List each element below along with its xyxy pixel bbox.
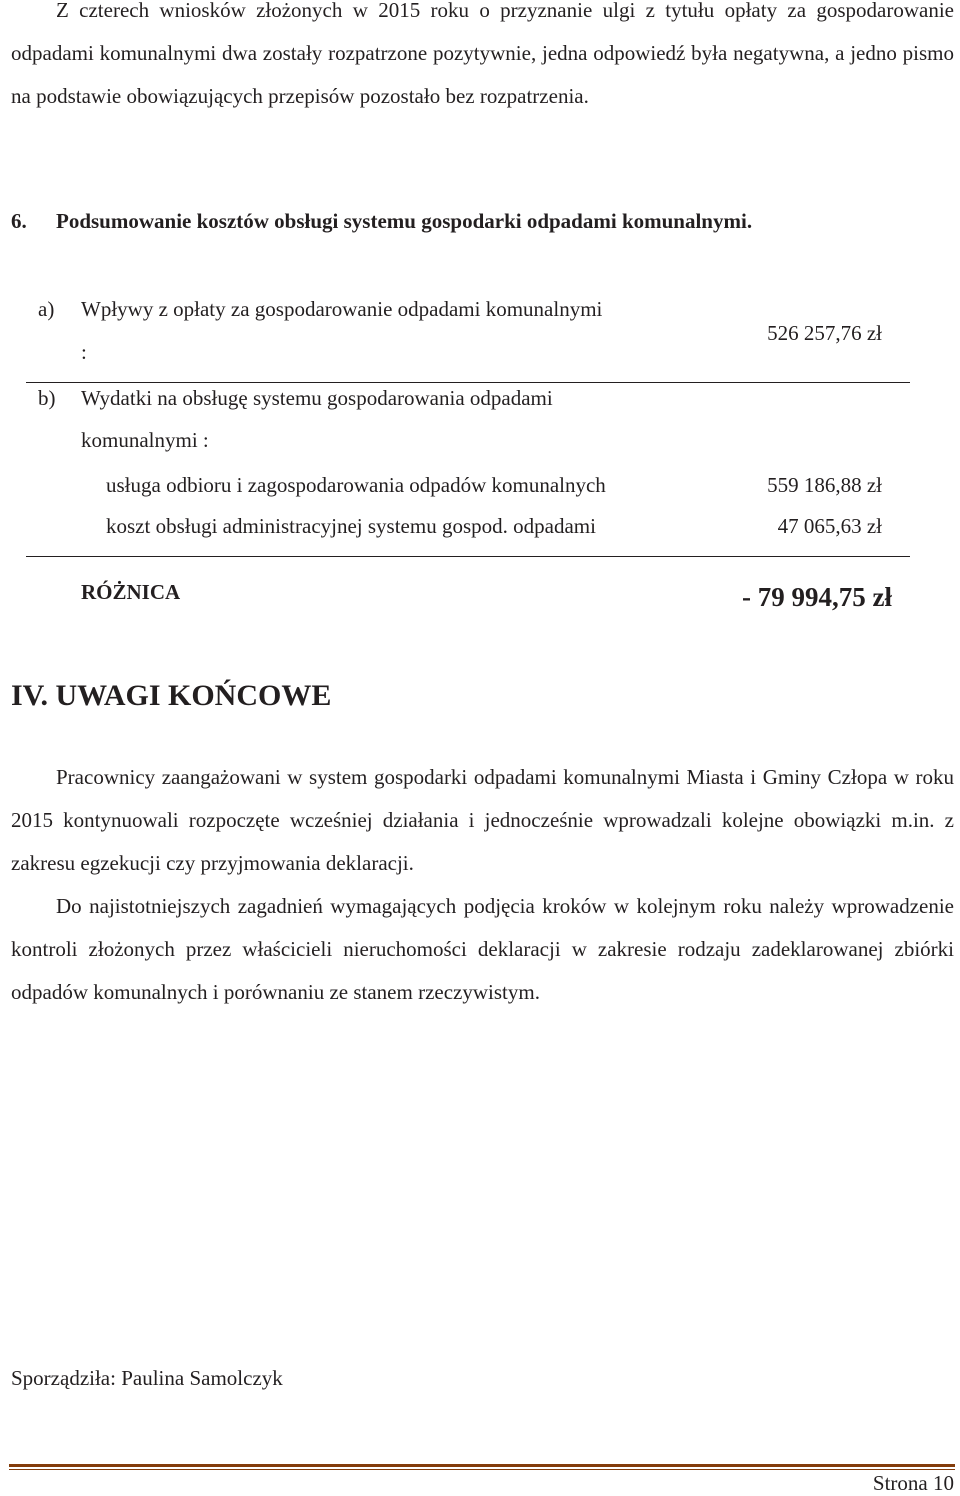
- footer-line: [9, 1469, 955, 1470]
- item-b-label-line1: Wydatki na obsługę systemu gospodarowania odpadami: [81, 386, 553, 410]
- item-a-label-line2: :: [81, 340, 87, 364]
- final-paragraph-2: Do najistotniejszych zagadnień wymagających podjęcia kroków w kolejnym roku należy wprowadzenie kontroli złożonych przez właścicieli nieruchomości deklaracji w zakresie rodzaju zadeklarowanej zbiórki odpadów komunalnych i porównaniu ze stanem rzeczywistym.: [11, 894, 954, 1004]
- sub-item-amount: 559 186,88 zł: [767, 473, 882, 497]
- final-paragraph-1: Pracownicy zaangażowani w system gospodarki odpadami komunalnymi Miasta i Gminy Człopa w roku 2015 kontynuowali rozpoczęte wcześniej działania i jednocześnie wprowadzali kolejne obowiązki m.in. z zakresu egzekucji czy przyjmowania deklaracji.: [11, 765, 954, 875]
- item-a-marker: a): [38, 297, 55, 321]
- item-b-marker: b): [38, 386, 56, 410]
- sub-item-label: usługa odbioru i zagospodarowania odpadów komunalnych: [106, 473, 606, 497]
- divider-rule: [26, 556, 910, 557]
- section-4-heading: IV. UWAGI KOŃCOWE: [11, 679, 332, 712]
- section-6-heading: [11, 209, 752, 234]
- signature: Sporządziła: Paulina Samolczyk: [11, 1366, 283, 1390]
- item-b-label-line2: komunalnymi :: [81, 428, 209, 452]
- section-6-title: Podsumowanie kosztów obsługi systemu gospodarki odpadami komunalnymi.: [56, 209, 753, 233]
- divider-rule: [26, 382, 910, 383]
- item-a-amount: 526 257,76 zł: [767, 321, 882, 345]
- sub-item-label: koszt obsługi administracyjnej systemu gospod. odpadami: [106, 514, 596, 538]
- difference-amount: - 79 994,75 zł: [742, 582, 892, 612]
- footer-line: [9, 1464, 955, 1467]
- intro-paragraph: Z czterech wniosków złożonych w 2015 roku o przyznanie ulgi z tytułu opłaty za gospodarowanie odpadami komunalnymi dwa zostały rozpatrzone pozytywnie, jedna odpowiedź była negatywna, a jedno pismo na podstawie obowiązujących przepisów pozostało bez rozpatrzenia.: [11, 0, 954, 108]
- page-number: Strona 10: [872, 1471, 954, 1495]
- section-6-number: 6.: [11, 209, 27, 233]
- item-a-label-line1: Wpływy z opłaty za gospodarowanie odpadami komunalnymi: [81, 297, 603, 321]
- sub-item-amount: 47 065,63 zł: [777, 514, 882, 538]
- difference-label: RÓŻNICA: [81, 580, 181, 604]
